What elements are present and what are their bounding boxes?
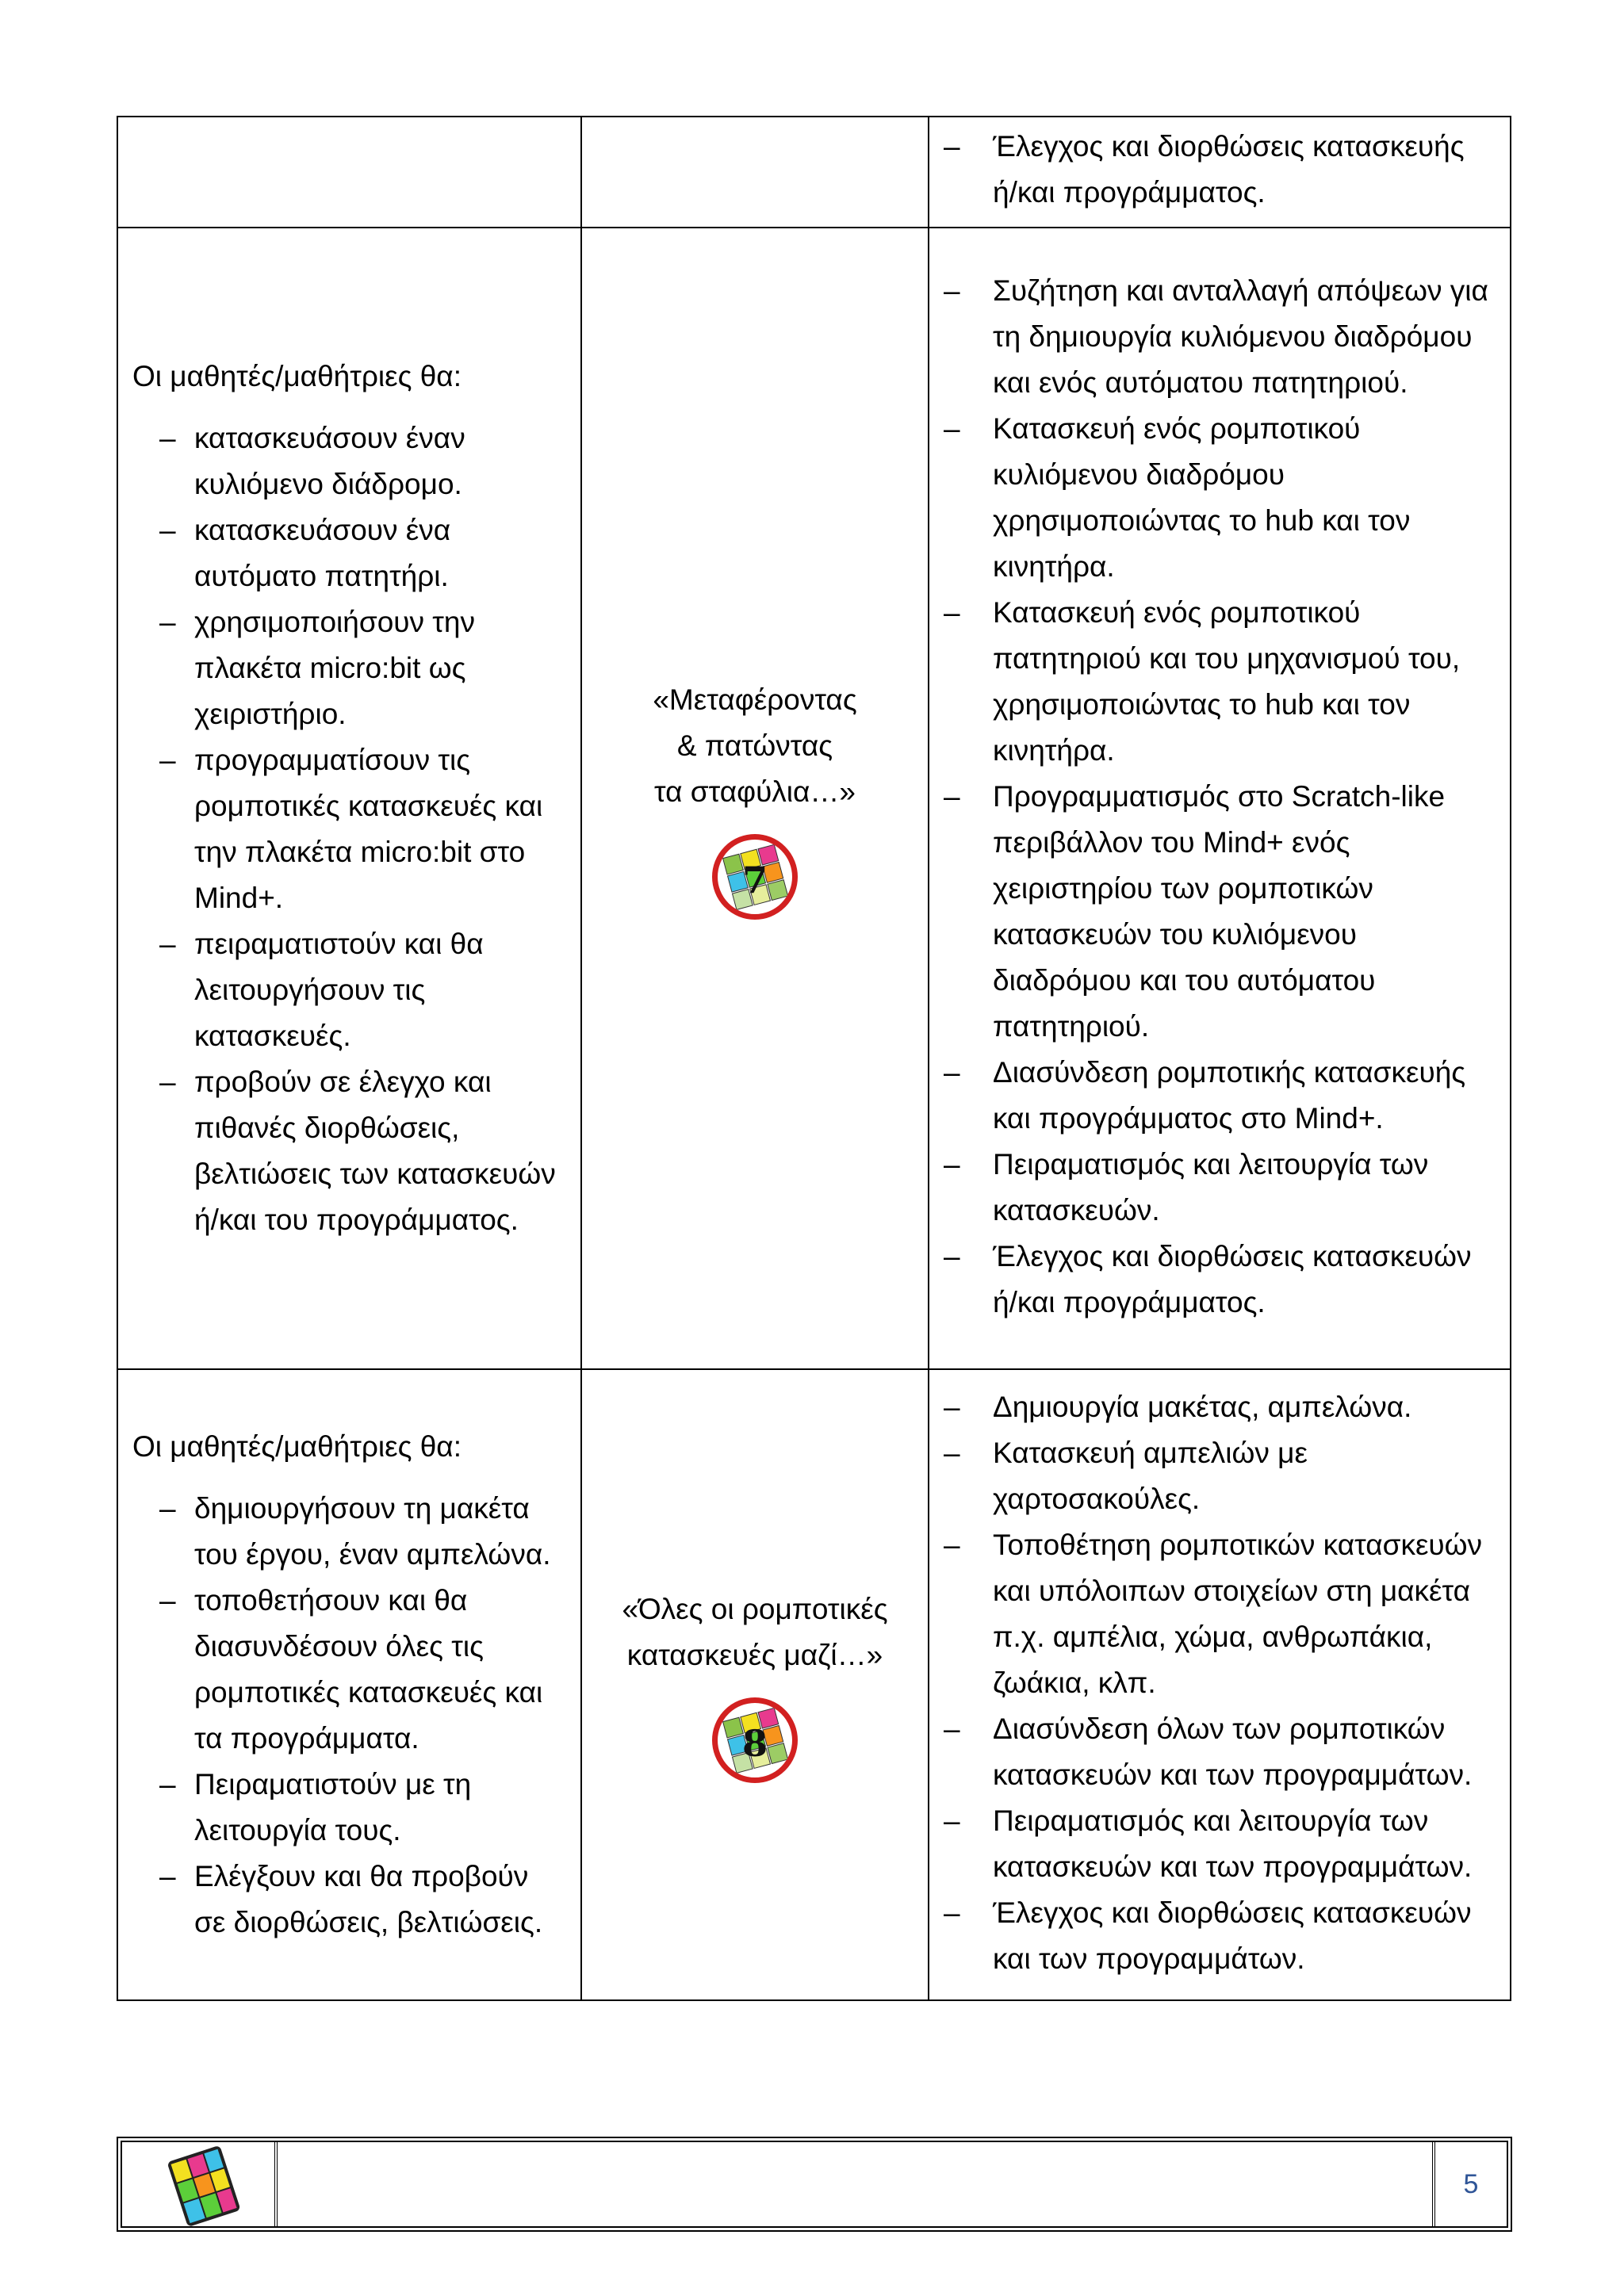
page-number: 5 — [1432, 2142, 1507, 2226]
activity-item: – Δημιουργία μακέτας, αμπελώνα. — [944, 1384, 1496, 1430]
activity-item: – Έλεγχος και διορθώσεις κατασκευών και των προγραμμάτων. — [944, 1890, 1496, 1982]
table-body — [117, 117, 1511, 2000]
activity-number: 7 — [741, 859, 768, 901]
goal-item: – κατασκευάσουν ένα αυτόματο πατητήρι. — [132, 507, 566, 599]
rubik-cube-icon — [122, 2142, 274, 2231]
activity-item: – Πειραματισμός και λειτουργία των κατασκευών. — [944, 1142, 1496, 1234]
activity-item: – Κατασκευή ενός ρομποτικού κυλιόμενου διαδρόμου χρησιμοποιώντας το hub και τον κινητήρα. — [944, 406, 1496, 590]
activity-item: – Πειραματισμός και λειτουργία των κατασκευών και των προγραμμάτων. — [944, 1798, 1496, 1890]
activities-list — [944, 124, 1496, 216]
activity-item: – Διασύνδεση ρομποτικής κατασκευής και προγράμματος στο Mind+. — [944, 1050, 1496, 1142]
goal-item: – Πειραματιστούν με τη λειτουργία τους. — [132, 1762, 566, 1854]
goal-item: – χρησιμοποιήσουν την πλακέτα micro:bit ως χειριστήριο. — [132, 599, 566, 737]
table-row — [117, 117, 1511, 228]
goal-item: – τοποθετήσουν και θα διασυνδέσουν όλες τις ρομποτικές κατασκευές και τα προγράμματα. — [132, 1578, 566, 1762]
table-row — [117, 1369, 1511, 2000]
goal-item: – προγραμματίσουν τις ρομποτικές κατασκευές και την πλακέτα micro:bit στο Mind+. — [132, 737, 566, 921]
activity-item: – Κατασκευή ενός ρομποτικού πατητηριού και του μηχανισμού του, χρησιμοποιώντας το hub και τον κινητήρα. — [944, 590, 1496, 774]
goals-cell — [117, 228, 581, 1369]
footer-frame — [121, 2141, 1508, 2228]
activity-item: – Τοποθέτηση ρομποτικών κατασκευών και υπόλοιπων στοιχείων στη μακέτα π.χ. αμπέλια, χώμα, ανθρωπάκια, ζωάκια, κλπ. — [944, 1522, 1496, 1706]
activity-item: – Συζήτηση και ανταλλαγή απόψεων για τη δημιουργία κυλιόμενου διαδρόμου και ενός αυτόματου πατητηριού. — [944, 268, 1496, 406]
activity-number-badge — [712, 834, 798, 920]
footer-logo-cell — [122, 2142, 278, 2226]
activity-number: 8 — [741, 1722, 768, 1765]
goals-lead: Οι μαθητές/μαθήτριες θα: — [132, 360, 462, 392]
goal-item: – δημιουργήσουν τη μακέτα του έργου, έναν αμπελώνα. — [132, 1486, 566, 1578]
footer-blank-cell — [279, 2142, 1431, 2226]
activities-cell — [929, 117, 1511, 228]
activity-title: «Μεταφέροντας & πατώντας τα σταφύλια…» — [653, 683, 857, 808]
lesson-plan-table — [117, 116, 1511, 2001]
goals-list — [132, 415, 566, 1243]
goal-item: – Ελέγξουν και θα προβούν σε διορθώσεις, βελτιώσεις. — [132, 1854, 566, 1946]
activities-list — [944, 1384, 1496, 1982]
activity-item: – Κατασκευή αμπελιών με χαρτοσακούλες. — [944, 1430, 1496, 1522]
activity-item: – Έλεγχος και διορθώσεις κατασκευής ή/και προγράμματος. — [944, 124, 1496, 216]
goals-cell — [117, 1369, 581, 2000]
goals-list — [132, 1486, 566, 1946]
goals-lead: Οι μαθητές/μαθήτριες θα: — [132, 1430, 462, 1463]
goal-item: – κατασκευάσουν έναν κυλιόμενο διάδρομο. — [132, 415, 566, 507]
page-footer — [117, 2137, 1512, 2232]
goal-item: – πειραματιστούν και θα λειτουργήσουν τις κατασκευές. — [132, 921, 566, 1059]
activity-item: – Διασύνδεση όλων των ρομποτικών κατασκευών και των προγραμμάτων. — [944, 1706, 1496, 1798]
activity-item: – Έλεγχος και διορθώσεις κατασκευών ή/και προγράμματος. — [944, 1234, 1496, 1326]
goal-item: – προβούν σε έλεγχο και πιθανές διορθώσεις, βελτιώσεις των κατασκευών ή/και του προγράμματος. — [132, 1059, 566, 1243]
goals-cell — [117, 117, 581, 228]
activities-cell — [929, 1369, 1511, 2000]
activity-item: – Προγραμματισμός στο Scratch-like περιβάλλον του Mind+ ενός χειριστηρίου των ρομποτικών κατασκευών του κυλιόμενου διαδρόμου και του αυτόματου πατητηριού. — [944, 774, 1496, 1050]
activity-title-cell — [581, 117, 929, 228]
activity-title-cell — [581, 1369, 929, 2000]
activities-list — [944, 268, 1496, 1326]
activity-title: «Όλες οι ρομποτικές κατασκευές μαζί…» — [622, 1593, 888, 1671]
activity-title-cell — [581, 228, 929, 1369]
activity-number-badge — [712, 1697, 798, 1783]
table-row — [117, 228, 1511, 1369]
activities-cell — [929, 228, 1511, 1369]
